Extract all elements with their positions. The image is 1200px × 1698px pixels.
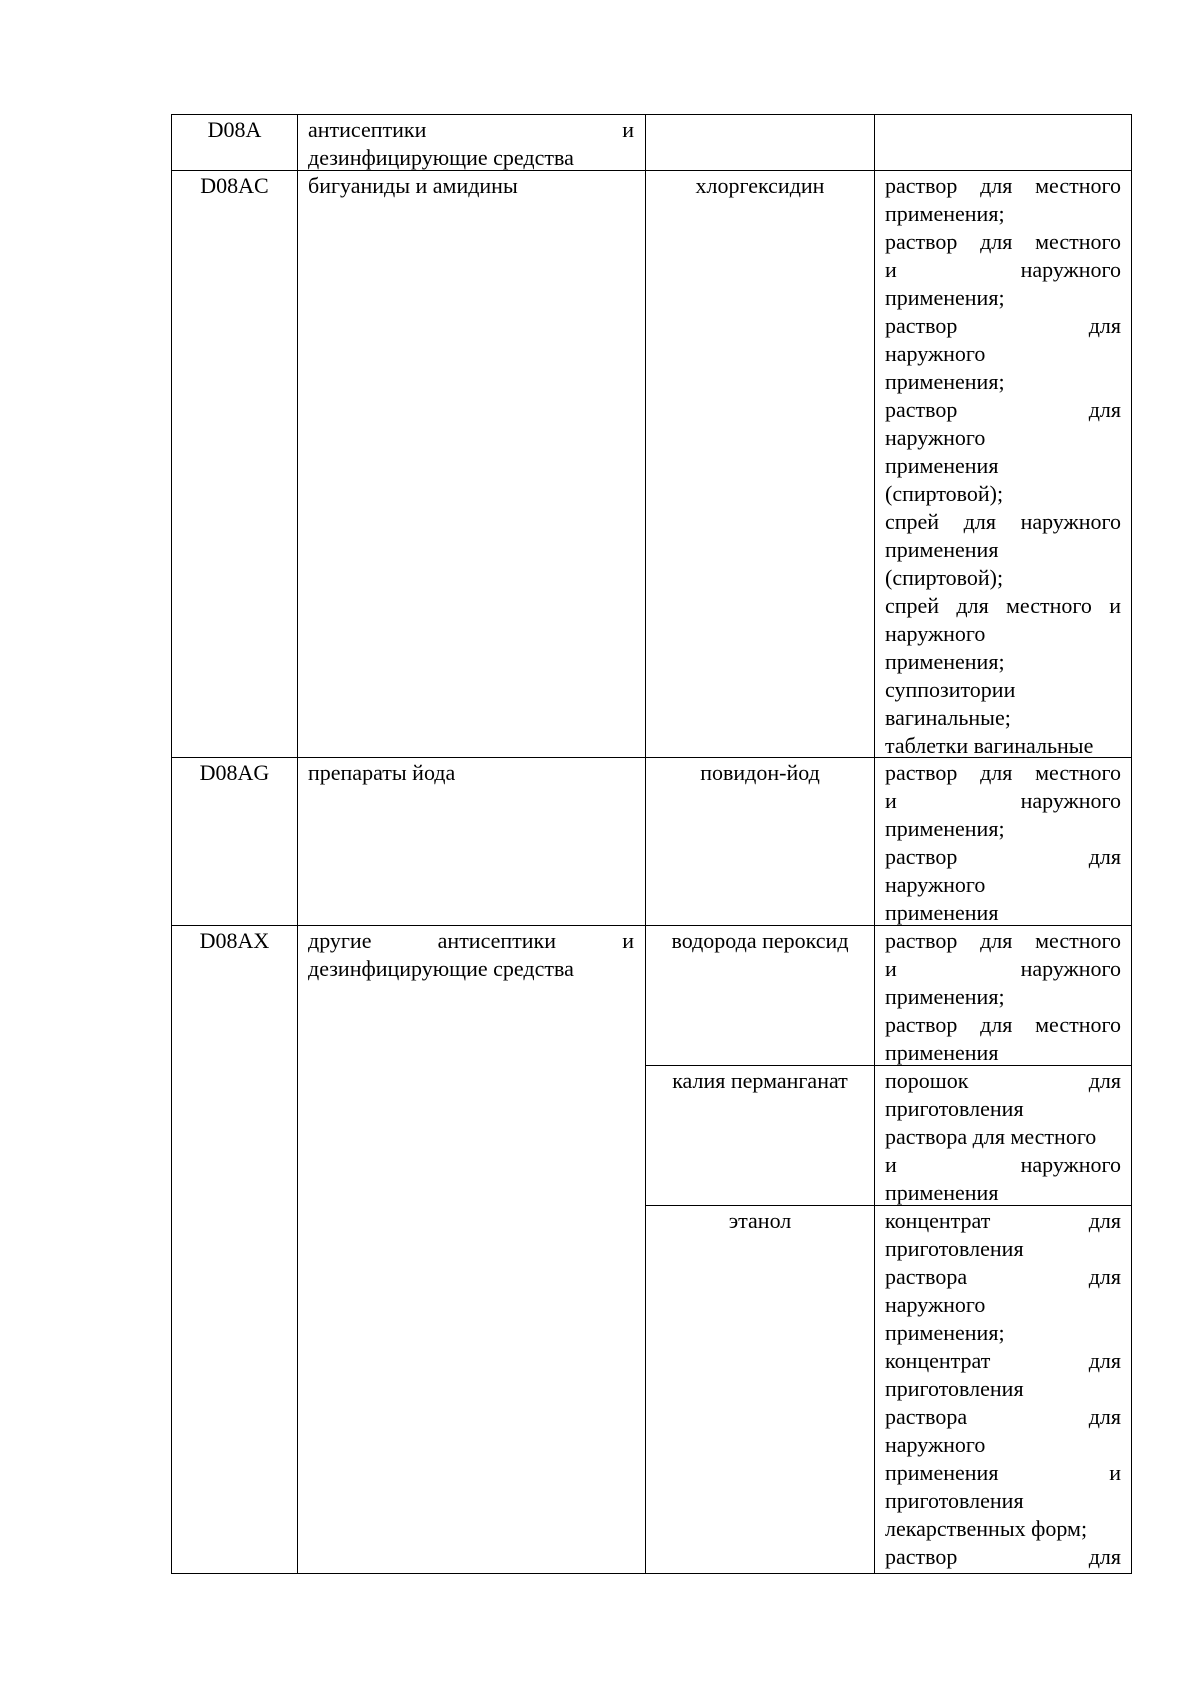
- row-code: D08A: [207, 117, 262, 142]
- form-line: применения;: [885, 1320, 1005, 1345]
- form-line: раствор для местного: [885, 173, 1121, 198]
- form-line: применения;: [885, 285, 1005, 310]
- row-substance: калия перманганат: [672, 1068, 848, 1093]
- row-code: D08AG: [199, 760, 270, 785]
- form-line: приготовления: [885, 1376, 1024, 1401]
- form-line: применения;: [885, 369, 1005, 394]
- form-line: порошок для: [885, 1068, 1121, 1093]
- form-line: применения и: [885, 1460, 1121, 1485]
- row-group: другие антисептики и: [308, 928, 634, 953]
- row-group: антисептики и: [308, 117, 634, 142]
- form-line: применения: [885, 1180, 999, 1205]
- row-group: дезинфицирующие средства: [308, 956, 574, 981]
- form-line: применения: [885, 900, 999, 925]
- form-line: применения;: [885, 201, 1005, 226]
- form-line: (спиртовой);: [885, 481, 1004, 506]
- form-line: раствора для: [885, 1404, 1121, 1429]
- form-line: (спиртовой);: [885, 565, 1004, 590]
- form-line: наружного: [885, 425, 986, 450]
- form-line: и наружного: [885, 1152, 1121, 1177]
- form-line: применения;: [885, 649, 1005, 674]
- form-line: применения: [885, 537, 999, 562]
- form-line: раствор для: [885, 844, 1121, 869]
- row-substance: этанол: [728, 1208, 792, 1233]
- row-substance: повидон-йод: [700, 760, 820, 785]
- table-border-bottom: [171, 1573, 1132, 1574]
- form-line: вагинальные;: [885, 705, 1011, 730]
- form-line: приготовления: [885, 1488, 1024, 1513]
- form-line: раствор для местного: [885, 229, 1121, 254]
- table-border-right: [1131, 114, 1132, 1574]
- form-line: раствор для: [885, 313, 1121, 338]
- table-border-col2: [645, 114, 646, 1574]
- form-line: наружного: [885, 341, 986, 366]
- row-substance: водорода пероксид: [671, 928, 849, 953]
- form-line: суппозитории: [885, 677, 1016, 702]
- form-line: раствор для местного: [885, 1012, 1121, 1037]
- row-group: бигуаниды и амидины: [308, 173, 518, 198]
- form-line: применения;: [885, 816, 1005, 841]
- row-group: препараты йода: [308, 760, 456, 785]
- form-line: и наружного: [885, 257, 1121, 282]
- row-substance: хлоргексидин: [695, 173, 825, 198]
- form-line: наружного: [885, 1292, 986, 1317]
- form-line: раствор для местного: [885, 760, 1121, 785]
- table-border-col1: [297, 114, 298, 1574]
- form-line: раствора для: [885, 1264, 1121, 1289]
- form-line: концентрат для: [885, 1348, 1121, 1373]
- form-line: наружного: [885, 621, 986, 646]
- table-border-col3: [874, 114, 875, 1574]
- table-border-top: [171, 114, 1132, 115]
- row-code: D08AX: [199, 928, 270, 953]
- form-line: таблетки вагинальные: [885, 733, 1094, 758]
- form-line: лекарственных форм;: [885, 1516, 1088, 1541]
- form-line: раствор для: [885, 1544, 1121, 1569]
- form-line: применения: [885, 1040, 999, 1065]
- form-line: раствор для: [885, 397, 1121, 422]
- row-code: D08AC: [200, 173, 269, 198]
- form-line: и наружного: [885, 788, 1121, 813]
- form-line: применения: [885, 453, 999, 478]
- form-line: и наружного: [885, 956, 1121, 981]
- form-line: спрей для наружного: [885, 509, 1121, 534]
- table-border-left: [171, 114, 172, 1574]
- form-line: наружного: [885, 1432, 986, 1457]
- form-line: спрей для местного и: [885, 593, 1121, 618]
- form-line: раствора для местного: [885, 1124, 1097, 1149]
- form-line: наружного: [885, 872, 986, 897]
- form-line: применения;: [885, 984, 1005, 1009]
- form-line: приготовления: [885, 1096, 1024, 1121]
- row-group: дезинфицирующие средства: [308, 145, 574, 170]
- form-line: раствор для местного: [885, 928, 1121, 953]
- form-line: приготовления: [885, 1236, 1024, 1261]
- form-line: концентрат для: [885, 1208, 1121, 1233]
